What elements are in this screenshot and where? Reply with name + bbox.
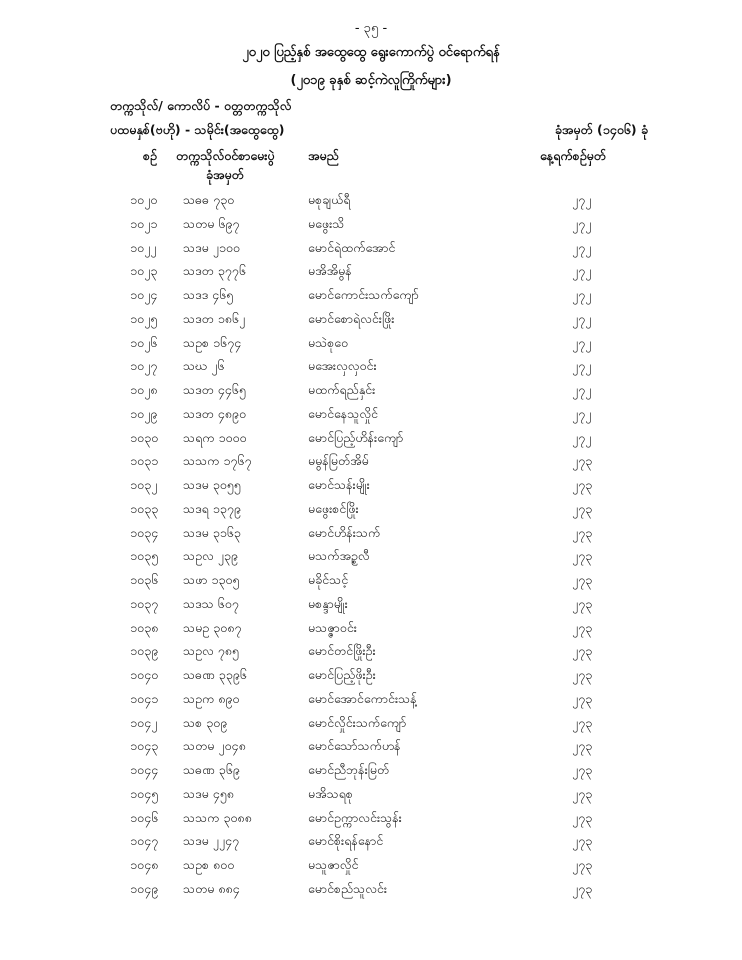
row-name: မောင်နေသူလှိုင်	[308, 405, 378, 421]
table-row	[0, 189, 742, 213]
row-serial: ၁၀၄၆	[130, 809, 159, 825]
table-row	[0, 355, 742, 379]
table-row	[0, 783, 742, 807]
row-serial: ၁၀၂၂	[130, 239, 157, 255]
row-serial: ၁၀၂၅	[130, 310, 158, 326]
row-serial: ၁၀၄၀	[130, 667, 159, 682]
row-seat: ၂၇၃	[572, 785, 593, 801]
row-serial: ၁၀၃၇	[130, 595, 159, 611]
row-serial: ၁၀၄၂	[130, 714, 158, 730]
row-name: မမွန်မြတ်အိမ်	[308, 453, 369, 469]
row-serial: ၁၀၂၆	[130, 334, 158, 350]
table-row	[0, 403, 742, 427]
row-exam-id: သတမ ၈၈၄	[183, 880, 240, 896]
row-name: မောင်ပြည့်ဖိုးဦး	[308, 667, 376, 682]
table-row	[0, 284, 742, 308]
row-name: မစုချယ်ရီ	[308, 192, 351, 207]
row-seat: ၂၇၃	[572, 524, 593, 540]
table-row	[0, 522, 742, 546]
row-serial: ၁၀၃၀	[130, 429, 159, 445]
row-seat: ၂၇၃	[572, 690, 593, 706]
row-seat: ၂၇၃	[572, 572, 593, 587]
row-name: မောင်လှိုင်းသက်ကျော်	[308, 714, 407, 730]
table-row	[0, 664, 742, 688]
row-name: မောင်စိုးရန်နောင်	[308, 833, 384, 849]
row-name: မောင်ကောင်းသက်ကျော်	[308, 287, 419, 302]
row-exam-id: သဥလ ၇၈၅	[183, 643, 239, 659]
row-name: မဖွေးသိ	[308, 215, 345, 231]
row-serial: ၁၀၃၂	[130, 477, 158, 492]
row-serial: ၁၀၄၄	[130, 762, 159, 777]
row-name: မစန္ဒာမျိုး	[308, 595, 348, 611]
row-name: မဖွေးစင်ဖြိုး	[308, 500, 359, 516]
row-name: မခိုင်သင့်	[308, 572, 349, 587]
row-seat: ၂၇၂	[572, 192, 592, 207]
row-seat: ၂၇၃	[572, 880, 593, 896]
row-serial: ၁၀၄၉	[130, 880, 159, 896]
row-seat: ၂၇၃	[572, 714, 593, 730]
row-name: မောင်ရဲထက်အောင်	[308, 239, 396, 255]
row-exam-id: သတမ ၆၉၇	[183, 215, 240, 231]
row-seat: ၂၇၃	[572, 477, 593, 492]
row-seat: ၂၇၃	[572, 738, 593, 754]
table-row	[0, 617, 742, 641]
student-list	[0, 189, 742, 902]
row-seat: ၂၇၃	[572, 667, 593, 682]
document-title: ၂၀၂၀ ပြည့်နှစ် အထွေထွေ ရွေးကောက်ပွဲ ဝင်ရောက်ရန်	[242, 45, 500, 60]
seat-total-label: ခုံအမှတ် (၁၄၀၆) ခုံ	[554, 122, 648, 137]
row-serial: ၁၀၃၃	[130, 500, 159, 516]
row-name: မောင်ပြည့်ဟိန်းကျော်	[308, 429, 404, 445]
row-exam-id: သဒဒ ၄၆၅	[183, 287, 234, 302]
row-name: မောင်ဥက္ကာလင်းသွန်း	[308, 809, 402, 825]
row-exam-id: သဓဓ ၇၃၀	[183, 192, 235, 207]
header-serial: စဉ်	[143, 148, 157, 163]
row-exam-id: သဒတ ၁၈၆၂	[183, 310, 246, 326]
table-row	[0, 213, 742, 237]
row-name: မောင်သော်သက်ဟန်	[308, 738, 401, 754]
row-name: မောင်သန်းမျိုး	[308, 477, 370, 492]
document-subtitle: (၂၀၁၉ ခုနှစ် ဆင့်ကဲလူကြိုက်များ)	[290, 73, 452, 88]
row-serial: ၁၀၄၈	[130, 857, 159, 872]
row-exam-id: သရက ၁၀၀၀	[183, 429, 247, 445]
header-name: အမည်	[308, 148, 339, 163]
subject-label: ပထမနှစ်(ဗဟို) - သမိုင်း(အထွေထွေ)	[110, 122, 285, 137]
table-row	[0, 569, 742, 593]
table-row	[0, 735, 742, 759]
row-seat: ၂၇၃	[572, 857, 593, 872]
row-name: မောင်တင်ဖြိုးဦး	[308, 643, 376, 659]
row-serial: ၁၀၄၇	[130, 833, 159, 849]
table-row	[0, 427, 742, 451]
table-row	[0, 545, 742, 569]
table-row	[0, 450, 742, 474]
row-seat: ၂၇၃	[572, 643, 593, 659]
table-row	[0, 830, 742, 854]
row-seat: ၂၇၂	[572, 429, 592, 445]
header-exam-id-line2: ခုံအမှတ်	[206, 167, 244, 182]
row-exam-id: သဓဏ ၃၆၉	[183, 762, 240, 777]
table-row	[0, 237, 742, 261]
row-name: မောင်စောရဲလင်းဖြိုး	[308, 310, 395, 326]
row-exam-id: သဒတ ၄၈၉၀	[183, 405, 246, 421]
row-exam-id: သဒမ ၃၀၅၅	[183, 477, 241, 492]
row-seat: ၂၇၃	[572, 548, 593, 564]
table-row	[0, 640, 742, 664]
row-seat: ၂၇၃	[572, 453, 593, 469]
row-serial: ၁၀၂၁	[130, 215, 158, 231]
row-exam-id: သဒရ ၁၃၇၉	[183, 500, 241, 516]
row-seat: ၂၇၂	[572, 334, 592, 350]
row-name: မသက်အဥ္စလီ	[308, 548, 370, 564]
row-serial: ၁၀၂၃	[130, 263, 158, 279]
row-serial: ၁၀၄၁	[130, 690, 159, 706]
row-exam-id: သဥလ ၂၃၉	[183, 548, 238, 564]
row-exam-id: သသက ၁၇၆၇	[183, 453, 252, 469]
row-exam-id: သစ ၃၀၉	[183, 714, 228, 730]
row-seat: ၂၇၃	[572, 500, 593, 516]
row-serial: ၁၀၃၅	[130, 548, 159, 564]
row-name: မသူဇာလှိုင်	[308, 857, 359, 872]
table-row	[0, 878, 742, 902]
row-exam-id: သဒတ ၄၄၆၅	[183, 382, 246, 397]
row-serial: ၁၀၂၄	[130, 287, 158, 302]
row-seat: ၂၇၃	[572, 595, 593, 611]
header-exam-id: တက္ကသိုလ်ဝင်စာမေးပွဲ	[176, 148, 275, 163]
row-exam-id: သဥစ ၁၆၇၄	[183, 334, 242, 350]
header-seat: နေ့ရက်စဉ်မှတ်	[540, 148, 606, 163]
row-seat: ၂၇၂	[572, 310, 592, 326]
row-seat: ၂၇၃	[572, 833, 593, 849]
table-row	[0, 379, 742, 403]
row-exam-id: သဒမ ၃၁၆၃	[183, 524, 241, 540]
row-serial: ၁၀၄၃	[130, 738, 159, 754]
row-name: မအေးလှလှဝင်း	[308, 358, 377, 374]
table-row	[0, 807, 742, 831]
row-exam-id: သဒတ ၃၇၇၆	[183, 263, 246, 279]
row-name: မသဲစုဝေ	[308, 334, 349, 350]
row-exam-id: သတမ ၂၀၄၈	[183, 738, 246, 754]
table-row	[0, 854, 742, 878]
row-exam-id: သဖာ ၁၃၀၅	[183, 572, 240, 587]
row-exam-id: သဒမ ၄၅၈	[183, 785, 234, 801]
row-serial: ၁၀၂၉	[130, 405, 158, 421]
row-serial: ၁၀၃၁	[130, 453, 159, 469]
table-row	[0, 308, 742, 332]
row-exam-id: သမဥ ၃၀၈၇	[183, 619, 242, 635]
row-seat: ၂၇၃	[572, 809, 593, 825]
row-serial: ၁၀၂၇	[130, 358, 158, 374]
row-exam-id: သဒသ ၆၀၇	[183, 595, 239, 611]
table-row	[0, 498, 742, 522]
row-exam-id: သဃ ၂၆	[183, 358, 225, 374]
table-row	[0, 593, 742, 617]
row-exam-id: သဒမ ၂၁၀၀	[183, 239, 240, 255]
row-seat: ၂၇၂	[572, 215, 592, 231]
page-number: - ၃၅ -	[354, 21, 388, 36]
table-row	[0, 712, 742, 736]
row-name: မောင်စည်သူလင်း	[308, 880, 388, 896]
table-row	[0, 759, 742, 783]
row-serial: ၁၀၃၄	[130, 524, 159, 540]
row-name: မောင်အောင်ကောင်းသန့်	[308, 690, 417, 706]
row-serial: ၁၀၂၀	[130, 192, 158, 207]
row-exam-id: သဥက ၈၉၀	[183, 690, 240, 706]
row-seat: ၂၇၂	[572, 287, 592, 302]
table-row	[0, 474, 742, 498]
row-name: မသဇ္ဇာဝင်း	[308, 619, 357, 635]
row-seat: ၂၇၃	[572, 762, 593, 777]
table-row	[0, 332, 742, 356]
row-serial: ၁၀၄၅	[130, 785, 159, 801]
row-serial: ၁၀၂၈	[130, 382, 158, 397]
row-serial: ၁၀၃၈	[130, 619, 159, 635]
row-seat: ၂၇၃	[572, 619, 593, 635]
row-exam-id: သဓဏ ၃၃၉၆	[183, 667, 247, 682]
row-name: မောင်ဟိန်းသက်	[308, 524, 381, 540]
row-seat: ၂၇၂	[572, 382, 592, 397]
university-label: တက္ကသိုလ်/ ကောလိပ် - ဝတ္တတက္ကသိုလ်	[110, 98, 292, 113]
table-row	[0, 688, 742, 712]
table-row	[0, 260, 742, 284]
row-seat: ၂၇၂	[572, 358, 592, 374]
row-seat: ၂၇၂	[572, 405, 592, 421]
row-seat: ၂၇၂	[572, 239, 592, 255]
row-seat: ၂၇၂	[572, 263, 592, 279]
row-name: မအိသရစု	[308, 785, 353, 801]
row-name: မထက်ရည်နှင်း	[308, 382, 376, 397]
row-serial: ၁၀၃၆	[130, 572, 159, 587]
row-exam-id: သသက ၃၀၈၈	[183, 809, 252, 825]
row-exam-id: သဒမ ၂၂၄၇	[183, 833, 240, 849]
row-name: မောင်ညီဘုန်းမြတ်	[308, 762, 390, 777]
row-exam-id: သဥစ ၈၀၀	[183, 857, 235, 872]
row-name: မအိအိမွန်	[308, 263, 352, 279]
row-serial: ၁၀၃၉	[130, 643, 159, 659]
